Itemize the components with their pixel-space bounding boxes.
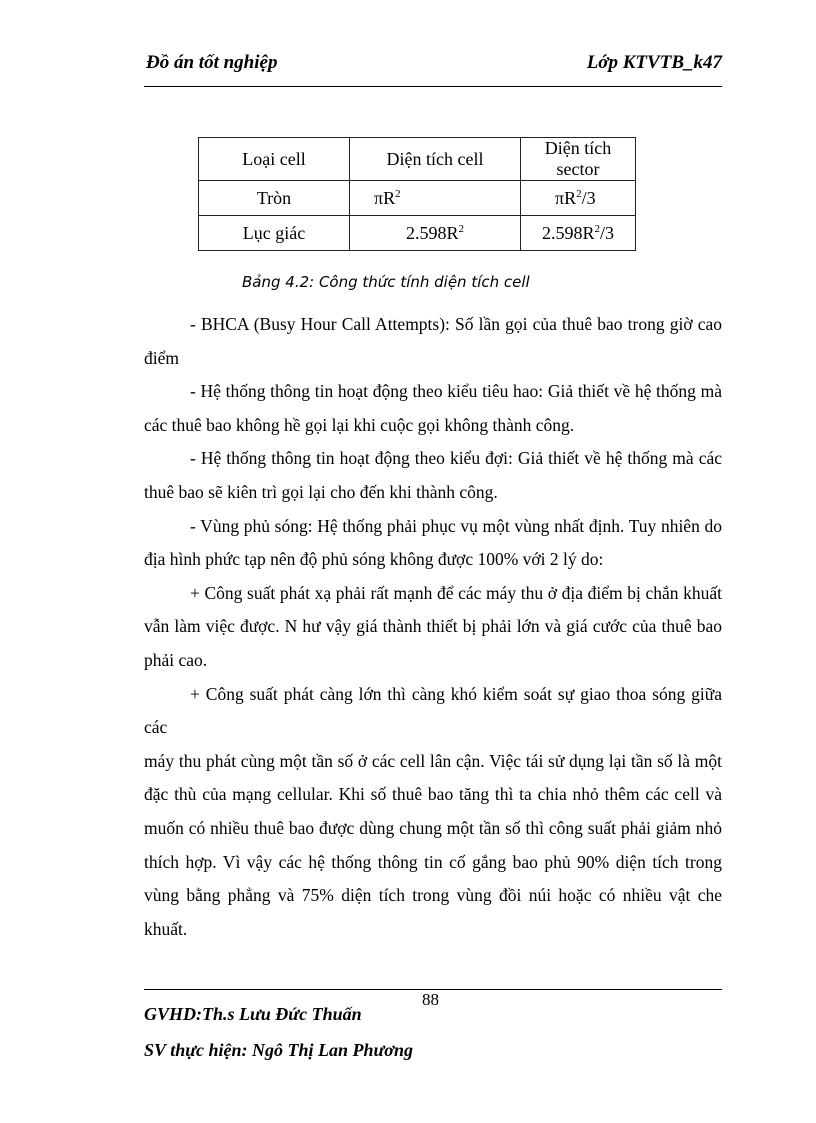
formula-exponent: 2	[594, 222, 600, 235]
formula-base: πR	[374, 187, 396, 208]
table-caption: Bảng 4.2: Công thức tính diện tích cell	[242, 273, 530, 291]
cell-type: Lục giác	[199, 216, 350, 251]
cell-area-formula	[350, 181, 521, 216]
formula-tail: /3	[581, 187, 596, 208]
paragraph-frequency-reuse: máy thu phát cùng một tần số ở các cell lân cận. Việc tái sử dụng lại tần số là một đặc thù của mạng cellular. Khi số thuê bao tăng thì ta chia nhỏ thêm các cell và muốn có nhiều thuê bao được dùng chung một tần số thì công suất phải giảm nhỏ thích hợp. Vì vậy các hệ thống thông tin cố gắng bao phủ 90% diện tích trong vùng bằng phẳng và 75% diện tích trong vùng đồi núi hoặc có nhiều vật che khuất.	[144, 750, 722, 939]
page-number: 88	[422, 990, 439, 1009]
table-header-cell: Loại cell	[199, 138, 350, 181]
formula-tail: /3	[600, 222, 615, 243]
header-document-title: Đồ án tốt nghiệp	[146, 52, 278, 73]
table-row	[199, 181, 636, 216]
formula-exponent: 2	[576, 187, 582, 200]
sector-area-formula	[521, 216, 636, 251]
footer-advisor: GVHD:Th.s Lưu Đức Thuấn	[144, 1004, 362, 1024]
paragraph-reason-interference: + Công suất phát càng lớn thì càng khó kiểm soát sự giao thoa sóng giữa các	[144, 683, 722, 738]
formula-exponent: 2	[395, 187, 401, 200]
formula-base: 2.598R	[541, 222, 595, 243]
cell-area-formula	[350, 216, 521, 251]
cell-area-table	[198, 137, 636, 251]
formula-base: 2.598R	[405, 222, 459, 243]
paragraph-bhca: - BHCA (Busy Hour Call Attempts): Số lần gọi của thuê bao trong giờ cao điểm	[144, 314, 722, 368]
table-header-cell: Diện tích sector	[521, 138, 636, 181]
paragraph-reason-power: + Công suất phát xạ phải rất mạnh để các máy thu ở địa điểm bị chắn khuất vẫn làm việc được. N hư vậy giá thành thiết bị phải lớn và giá cước của thuê bao phải cao.	[144, 582, 722, 670]
cell-type: Tròn	[199, 181, 350, 216]
paragraph-coverage: - Vùng phủ sóng: Hệ thống phải phục vụ một vùng nhất định. Tuy nhiên do địa hình phức tạp nên độ phủ sóng không được 100% với 2 lý do:	[144, 515, 722, 570]
header-divider	[144, 86, 722, 87]
table-header-row	[199, 138, 636, 181]
table-header-cell: Diện tích cell	[350, 138, 521, 181]
sector-area-formula	[521, 181, 636, 216]
formula-exponent: 2	[458, 222, 464, 235]
footer-student: SV thực hiện: Ngô Thị Lan Phương	[144, 1040, 413, 1060]
paragraph-wait-system: - Hệ thống thông tin hoạt động theo kiểu đợi: Giả thiết về hệ thống mà các thuê bao sẽ kiên trì gọi lại cho đến khi thành công.	[144, 448, 722, 502]
table-row	[199, 216, 636, 251]
paragraph-loss-system: - Hệ thống thông tin hoạt động theo kiểu tiêu hao: Giả thiết về hệ thống mà các thuê bao không hề gọi lại khi cuộc gọi không thành công.	[144, 381, 722, 435]
body-text	[144, 308, 722, 946]
header-class-name: Lớp KTVTB_k47	[586, 52, 722, 73]
formula-base: πR	[555, 187, 577, 208]
